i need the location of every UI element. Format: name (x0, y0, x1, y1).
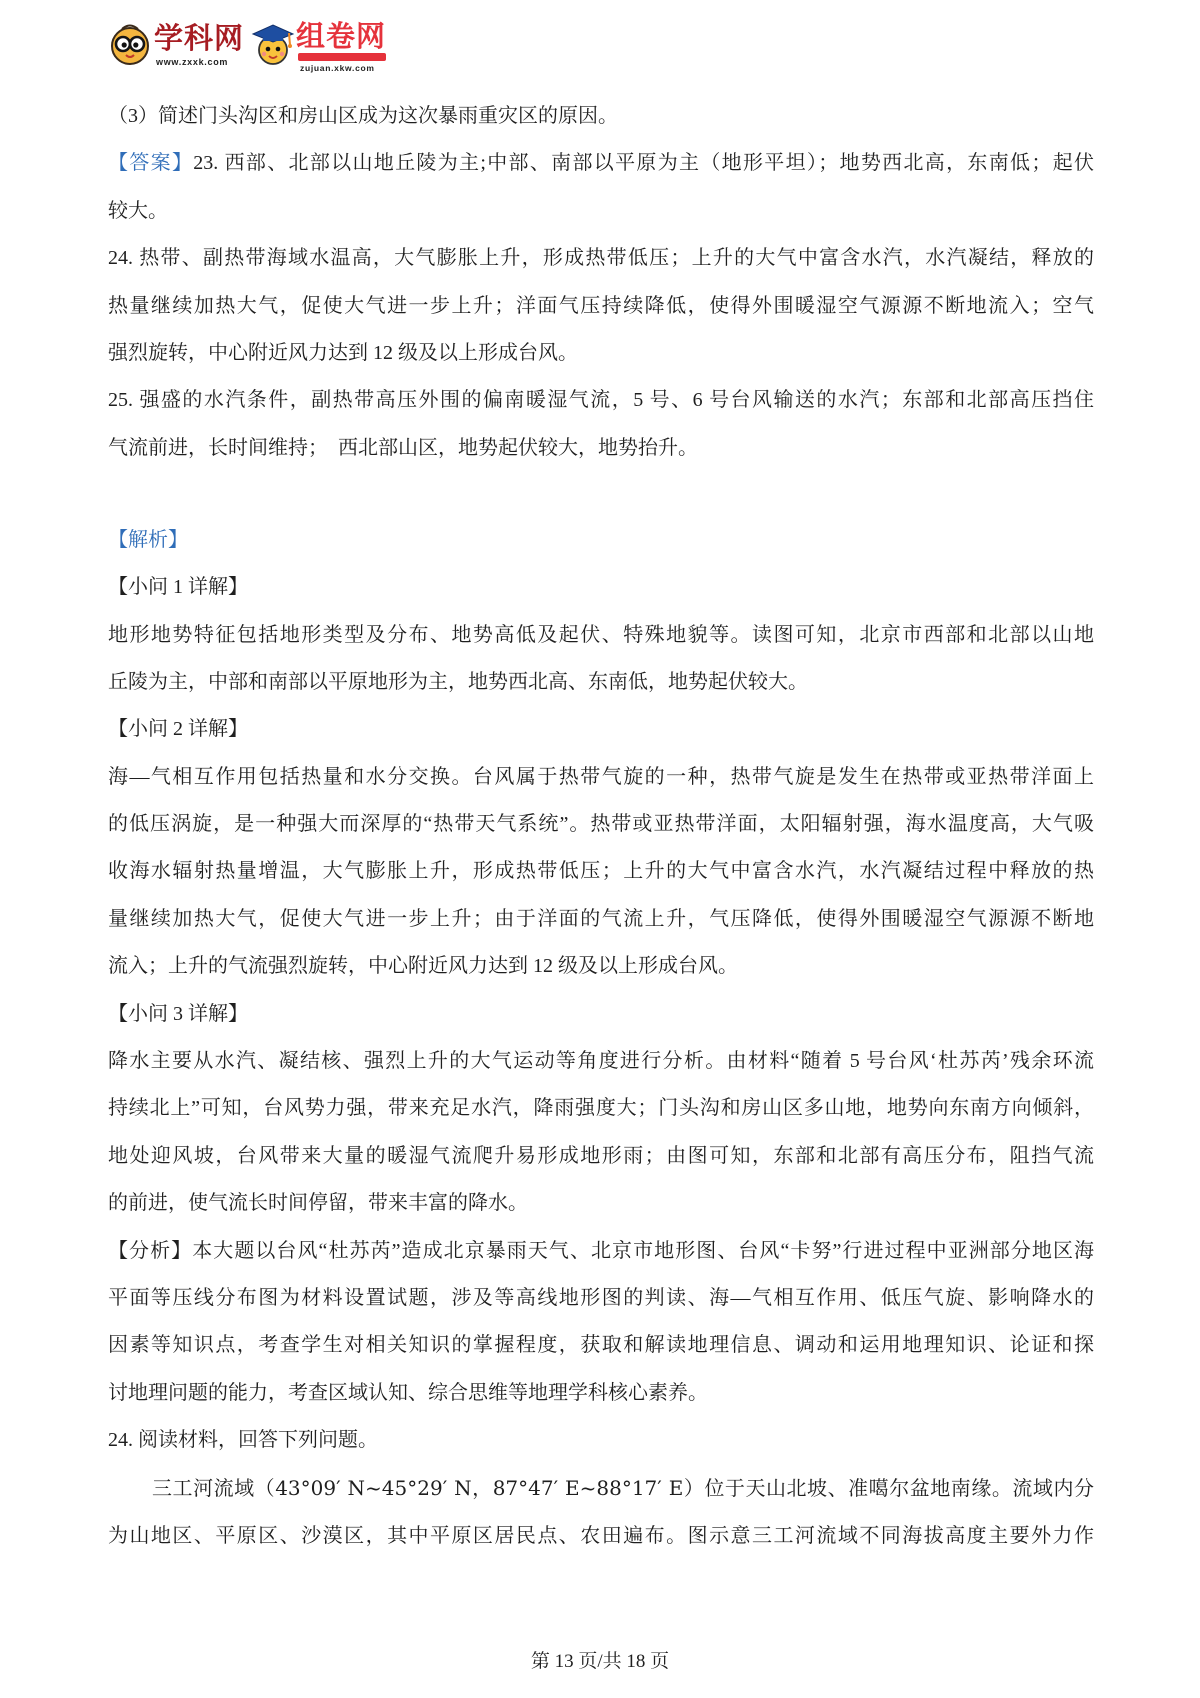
summary-label: 【分析】 (108, 1239, 193, 1262)
paragraph-gap (108, 472, 1094, 517)
page-footer (0, 1650, 1200, 1674)
summary-line: 讨地理问题的能力，考查区域认知、综合思维等地理学科核心素养。 (108, 1381, 708, 1404)
answer-content (108, 93, 1094, 1559)
page-number: 第 13 页/共 18 页 (530, 1651, 670, 1672)
analysis-line: 收海水辐射热量增温，大气膨胀上升，形成热带低压；上升的大气中富含水汽，水汽凝结过程中释放的热 (108, 860, 1094, 883)
analysis-line: 海—气相互作用包括热量和水分交换。台风属于热带气旋的一种，热带气旋是发生在热带或亚热带洋面上 (108, 765, 1094, 788)
analysis-line: 持续北上”可知，台风势力强，带来充足水汽，降雨强度大；门头沟和房山区多山地，地势向东南方向倾斜， (108, 1097, 1094, 1120)
summary-line: 平面等压线分布图为材料设置试题，涉及等高线地形图的判读、海—气相互作用、低压气旋、影响降水的 (108, 1286, 1094, 1309)
material-line: 三工河流域（43°09′ N~45°29′ N，87°47′ E~88°17′ E）位于天山北坡、准噶尔盆地南缘。流域内分 (152, 1475, 1094, 1500)
analysis-line: 地形地势特征包括地形类型及分布、地势高低及起伏、特殊地貌等。读图可知，北京市西部和北部以山地 (108, 623, 1094, 646)
zujuan-logo-url: zujuan.xkw.com (300, 63, 375, 73)
analysis-line: 丘陵为主，中部和南部以平原地形为主，地势西北高、东南低，地势起伏较大。 (108, 670, 808, 693)
analysis-line: 量继续加热大气，促使大气进一步上升；由于洋面的气流上升，气压降低，使得外围暖湿空气源源不断地 (108, 907, 1094, 930)
analysis-line: 的低压涡旋，是一种强大而深厚的“热带天气系统”。热带或亚热带洋面，太阳辐射强，海水温度高，大气吸 (108, 813, 1094, 836)
sub-question-1-heading: 【小问 1 详解】 (108, 576, 248, 599)
summary-line: 因素等知识点，考查学生对相关知识的掌握程度，获取和解读地理信息、调动和运用地理知识、论证和探 (108, 1334, 1094, 1357)
analysis-line: 地处迎风坡，台风带来大量的暖湿气流爬升易形成地形雨；由图可知，东部和北部有高压分布，阻挡气流 (108, 1144, 1094, 1167)
material-line: 为山地区、平原区、沙漠区，其中平原区居民点、农田遍布。图示意三工河流域不同海拔高度主要外力作 (108, 1522, 1094, 1547)
question-24-prompt: 24. 阅读材料，回答下列问题。 (108, 1429, 378, 1452)
graduate-kid-logo-icon (250, 20, 296, 68)
question-3-text: （3）简述门头沟区和房山区成为这次暴雨重灾区的原因。 (108, 105, 618, 127)
answer-line: 24. 热带、副热带海域水温高，大气膨胀上升，形成热带低压；上升的大气中富含水汽，水汽凝结，释放的 (108, 247, 1094, 270)
answer-line (108, 140, 1094, 187)
summary-text: 本大题以台风“杜苏芮”造成北京暴雨天气、北京市地形图、台风“卡努”行进过程中亚洲部分地区海 (192, 1239, 1094, 1262)
analysis-line: 降水主要从水汽、凝结核、强烈上升的大气运动等角度进行分析。由材料“随着 5 号台风‘杜苏芮’残余环流 (108, 1050, 1094, 1073)
analysis-line: 的前进，使气流长时间停留，带来丰富的降水。 (108, 1192, 528, 1215)
answer-text: 23. 西部、北部以山地丘陵为主;中部、南部以平原为主（地形平坦）；地势西北高，东南低；起伏 (193, 152, 1094, 175)
zxxk-logo-url: www.zxxk.com (156, 57, 229, 67)
zujuan-logo-title: 组卷网 (296, 19, 387, 53)
zujuan-logo-banner (298, 53, 386, 61)
zxxk-logo-title: 学科网 (154, 21, 245, 55)
answer-line: 热量继续加热大气，促使大气进一步上升；洋面气压持续降低，使得外围暖湿空气源源不断地流入；空气 (108, 294, 1094, 317)
answer-line: 强烈旋转，中心附近风力达到 12 级及以上形成台风。 (108, 341, 578, 364)
answer-line: 较大。 (108, 199, 168, 222)
sub-question-2-heading: 【小问 2 详解】 (108, 718, 248, 741)
answer-line: 气流前进，长时间维持； 西北部山区，地势起伏较大，地势抬升。 (108, 436, 698, 459)
sub-question-3-heading: 【小问 3 详解】 (108, 1002, 248, 1025)
answer-line: 25. 强盛的水汽条件，副热带高压外围的偏南暖湿气流，5 号、6 号台风输送的水汽；东部和北部高压挡住 (108, 389, 1094, 412)
analysis-label: 【解析】 (108, 528, 188, 551)
analysis-line: 流入；上升的气流强烈旋转，中心附近风力达到 12 级及以上形成台风。 (108, 955, 738, 978)
student-face-logo-icon (108, 22, 152, 66)
answer-label: 【答案】 (108, 152, 194, 175)
summary-line (108, 1228, 1094, 1275)
